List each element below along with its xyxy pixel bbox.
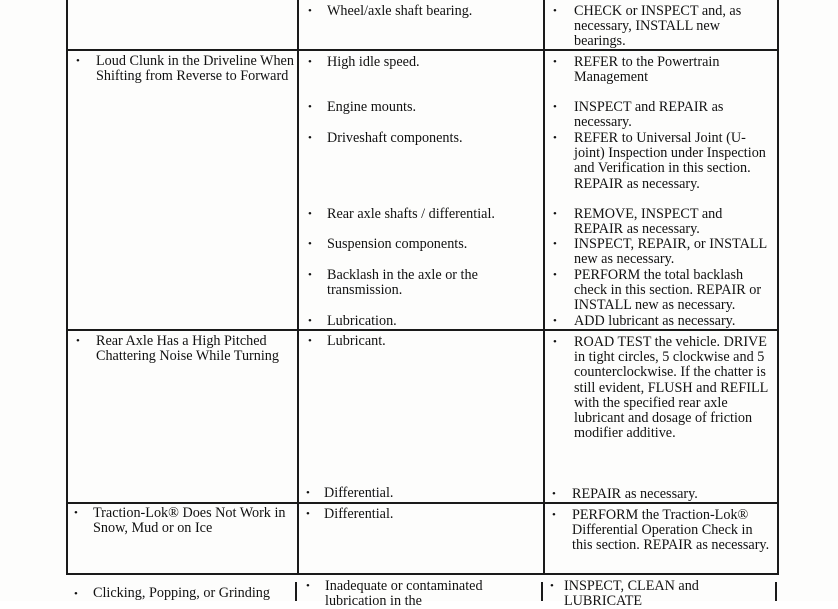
bullet: • xyxy=(308,315,312,327)
action-text: REMOVE, INSPECT and REPAIR as necessary. xyxy=(574,206,723,238)
action-text: REFER to the Powertrain Management xyxy=(574,54,720,86)
bullet: • xyxy=(552,488,556,500)
cause-text: Wheel/axle shaft bearing. xyxy=(327,3,473,19)
bullet: • xyxy=(306,487,310,499)
action-text: PERFORM the Traction-Lok® Differential Operation Check in this section. REPAIR as necessary. xyxy=(572,507,770,554)
bullet: • xyxy=(553,101,557,113)
cause-text: Engine mounts. xyxy=(327,99,417,115)
cause-text: Differential. xyxy=(324,485,394,501)
table-border-right xyxy=(777,0,779,575)
column-divider-2 xyxy=(543,0,545,575)
cause-text: High idle speed. xyxy=(327,54,420,70)
bullet: • xyxy=(552,509,556,521)
bullet: • xyxy=(550,580,554,592)
row-border xyxy=(66,573,779,575)
bullet: • xyxy=(308,132,312,144)
bullet: • xyxy=(76,55,80,67)
cause-text: Differential. xyxy=(324,506,394,522)
bullet: • xyxy=(308,5,312,17)
bullet: • xyxy=(76,335,80,347)
bullet: • xyxy=(74,507,78,519)
bullet: • xyxy=(74,588,78,600)
partial-row-clipped xyxy=(0,578,838,609)
bullet: • xyxy=(553,336,557,348)
bullet: • xyxy=(308,335,312,347)
bullet: • xyxy=(306,508,310,520)
symptom-text: Loud Clunk in the Driveline When Shifting from Reverse to Forward xyxy=(96,53,294,85)
row-border xyxy=(66,329,779,331)
bullet: • xyxy=(553,56,557,68)
column-divider-2 xyxy=(541,582,543,601)
symptom-text: Clicking, Popping, or Grinding xyxy=(93,585,270,601)
cause-text: Lubricant. xyxy=(327,333,386,349)
action-text: REFER to Universal Joint (U-joint) Inspection under Inspection and Verification in this section. REPAIR as necessary. xyxy=(574,130,766,192)
action-text: PERFORM the total backlash check in this section. REPAIR or INSTALL new as necessary. xyxy=(574,267,762,314)
cause-text: Backlash in the axle or the transmission. xyxy=(327,267,478,299)
cause-text: Suspension components. xyxy=(327,236,468,252)
bullet: • xyxy=(553,238,557,250)
cause-text: Inadequate or contaminated lubrication in the xyxy=(325,578,483,609)
symptom-text: Traction-Lok® Does Not Work in Snow, Mud or on Ice xyxy=(93,505,286,537)
bullet: • xyxy=(553,5,557,17)
bullet: • xyxy=(308,56,312,68)
bullet: • xyxy=(553,315,557,327)
table-border-right xyxy=(775,582,777,601)
action-text: INSPECT, CLEAN and LUBRICATE xyxy=(564,578,699,609)
cause-text: Lubrication. xyxy=(327,313,397,329)
bullet: • xyxy=(553,132,557,144)
bullet: • xyxy=(306,580,310,592)
action-text: INSPECT, REPAIR, or INSTALL new as necessary. xyxy=(574,236,767,268)
bullet: • xyxy=(553,269,557,281)
action-text: CHECK or INSPECT and, as necessary, INSTALL new bearings. xyxy=(574,3,742,50)
action-text: INSPECT and REPAIR as necessary. xyxy=(574,99,724,131)
action-text: ROAD TEST the vehicle. DRIVE in tight circles, 5 clockwise and 5 counterclockwise. If the chatter is still evident, FLUSH and REFILL with the specified rear axle lubricant and dosage of friction modifier additive. xyxy=(574,334,768,442)
action-text: ADD lubricant as necessary. xyxy=(574,313,736,329)
column-divider-1 xyxy=(295,582,297,601)
bullet: • xyxy=(308,208,312,220)
bullet: • xyxy=(308,238,312,250)
symptom-text: Rear Axle Has a High Pitched Chattering Noise While Turning xyxy=(96,333,279,365)
cause-text: Driveshaft components. xyxy=(327,130,463,146)
bullet: • xyxy=(308,101,312,113)
cause-text: Rear axle shafts / differential. xyxy=(327,206,495,222)
row-border xyxy=(66,502,779,504)
bullet: • xyxy=(308,269,312,281)
action-text: REPAIR as necessary. xyxy=(572,486,698,502)
table-border-left xyxy=(66,0,68,575)
column-divider-1 xyxy=(297,0,299,575)
bullet: • xyxy=(553,208,557,220)
